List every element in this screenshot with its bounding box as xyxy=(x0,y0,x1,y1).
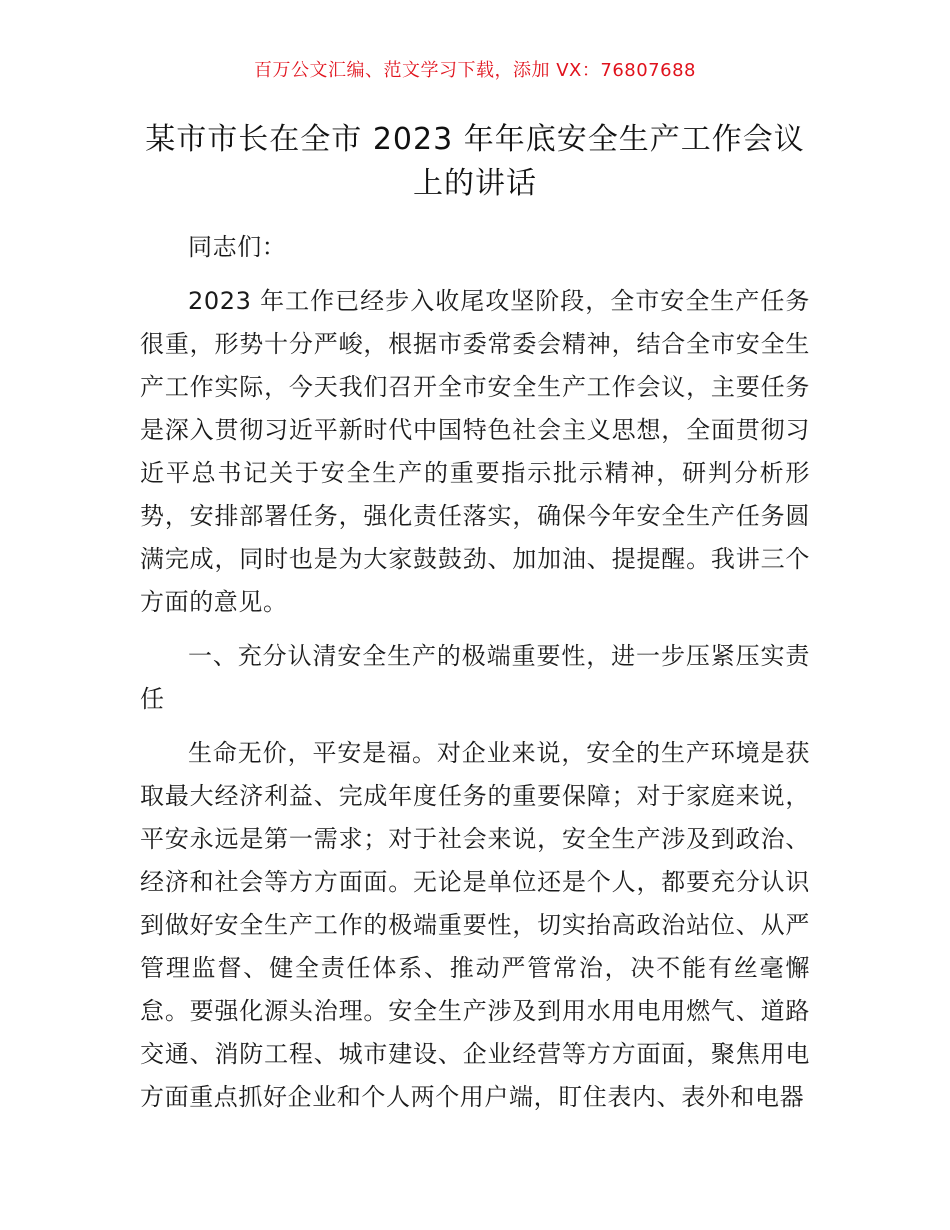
document-body xyxy=(140,226,810,1119)
body-paragraph-intro: 2023 年工作已经步入收尾攻坚阶段，全市安全生产任务很重，形势十分严峻，根据市委常委会精神，结合全市安全生产工作实际，今天我们召开全市安全生产工作会议，主要任务是深入贯彻习近平新时代中国特色社会主义思想，全面贯彻习近平总书记关于安全生产的重要指示批示精神，研判分析形势，安排部署任务，强化责任落实，确保今年安全生产任务圆满完成，同时也是为大家鼓鼓劲、加加油、提提醒。我讲三个方面的意见。 xyxy=(140,287,810,617)
document-title: 某市市长在全市 2023 年年底安全生产工作会议上的讲话 xyxy=(145,122,805,201)
section-heading-one: 一、充分认清安全生产的极端重要性，进一步压紧压实责任 xyxy=(140,642,810,714)
greeting: 同志们： xyxy=(188,233,287,262)
watermark-banner: 百万公文汇编、范文学习下载，添加 VX：76807688 xyxy=(254,60,696,81)
body-paragraph-section-one: 生命无价，平安是福。对企业来说，安全的生产环境是获取最大经济利益、完成年度任务的重要保障；对于家庭来说，平安永远是第一需求；对于社会来说，安全生产涉及到政治、经济和社会等方方面面。无论是单位还是个人，都要充分认识到做好安全生产工作的极端重要性，切实抬高政治站位、从严管理监督、健全责任体系、推动严管常治，决不能有丝毫懈怠。要强化源头治理。安全生产涉及到用水用电用燃气、道路交通、消防工程、城市建设、企业经营等方方面面，聚焦用电方面重点抓好企业和个人两个用户端，盯住表内、表外和电器 xyxy=(140,739,810,1112)
